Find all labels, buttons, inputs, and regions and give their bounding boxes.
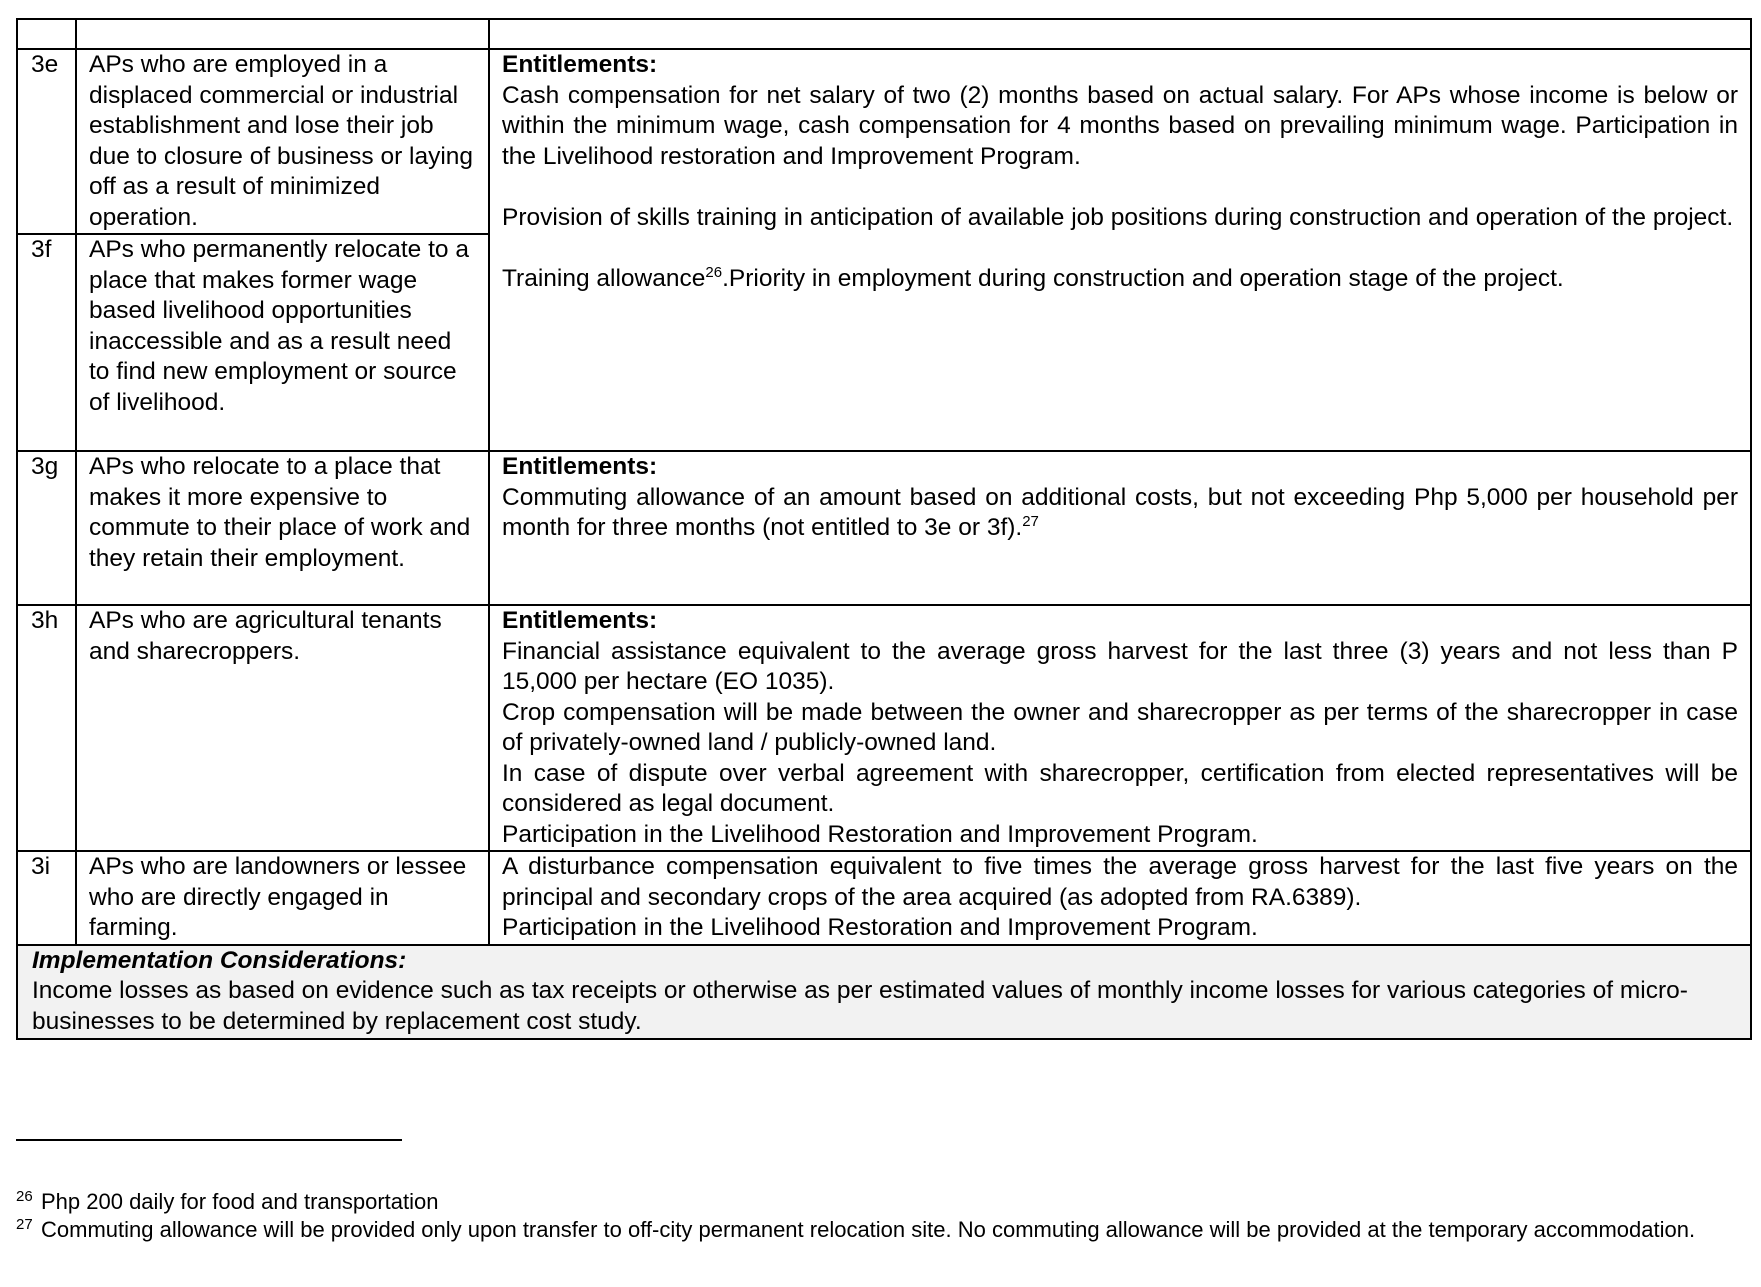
header-cell bbox=[76, 19, 489, 49]
entitlement-paragraph: Participation in the Livelihood Restoration and Improvement Program. bbox=[502, 914, 1258, 941]
footnote-separator bbox=[16, 1139, 402, 1141]
entitlement-paragraph: A disturbance compensation equivalent to five times the average gross harvest for the last five years on the principal and secondary crops of the area acquired (as adopted from RA.6389). bbox=[502, 853, 1738, 911]
entitlements-heading: Entitlements: bbox=[502, 607, 658, 634]
footnote-number: 27 bbox=[16, 1215, 33, 1233]
row-code: 3g bbox=[17, 451, 76, 605]
table-row bbox=[17, 49, 1751, 234]
row-description: APs who are landowners or lessee who are directly engaged in farming. bbox=[76, 851, 489, 945]
entitlement-text: Commuting allowance of an amount based on additional costs, but not exceeding Php 5,000 per household per month for three months (not entitled to 3e or 3f). bbox=[502, 483, 1738, 541]
footnote-ref: 26 bbox=[705, 263, 723, 281]
footnote-number: 26 bbox=[16, 1188, 33, 1205]
entitlement-paragraph: Financial assistance equivalent to the average gross harvest for the last three (3) years and not less than P 15,000 per hectare (EO 1035). bbox=[502, 637, 1738, 695]
entitlement-text: .Priority in employment during construction and operation stage of the project. bbox=[722, 264, 1564, 292]
row-code: 3f bbox=[17, 234, 76, 451]
entitlement-text: Training allowance bbox=[502, 264, 706, 292]
row-description: APs who are agricultural tenants and sharecroppers. bbox=[76, 605, 489, 851]
table-row bbox=[17, 605, 1751, 851]
entitlement-paragraph bbox=[502, 483, 1738, 544]
entitlements-heading: Entitlements: bbox=[502, 51, 658, 78]
entitlement-paragraph: Provision of skills training in anticipation of available job positions during construction and operation of the project. bbox=[502, 203, 1734, 231]
entitlement-paragraph: Participation in the Livelihood Restoration and Improvement Program. bbox=[502, 820, 1258, 848]
row-description: APs who are employed in a displaced commercial or industrial establishment and lose their job due to closure of business or laying off as a result of minimized operation. bbox=[76, 49, 489, 234]
footnote bbox=[16, 1216, 1716, 1244]
entitlements-cell bbox=[489, 49, 1751, 451]
entitlements-heading: Entitlements: bbox=[502, 453, 658, 480]
footnote-ref: 27 bbox=[1022, 512, 1039, 530]
implementation-title: Implementation Considerations: bbox=[32, 946, 407, 974]
table-row bbox=[17, 851, 1751, 945]
row-description: APs who permanently relocate to a place that makes former wage based livelihood opportunities inaccessible and as a result need to find new employment or source of livelihood. bbox=[76, 234, 489, 451]
implementation-cell bbox=[17, 945, 1751, 1039]
footnote-text: Php 200 daily for food and transportation bbox=[41, 1189, 439, 1214]
row-code: 3i bbox=[17, 851, 76, 945]
entitlement-paragraph: Cash compensation for net salary of two (2) months based on actual salary. For APs whose income is below or within the minimum wage, cash compensation for 4 months based on prevailing minimum wage. Participation in the Livelihood restoration and Improvement Program. bbox=[502, 81, 1738, 170]
implementation-row bbox=[17, 945, 1751, 1039]
row-code: 3h bbox=[17, 605, 76, 851]
table-header-row bbox=[17, 19, 1751, 49]
header-cell bbox=[489, 19, 1751, 49]
footnote bbox=[16, 1188, 1716, 1216]
implementation-text: Income losses as based on evidence such as tax receipts or otherwise as per estimated values of monthly income losses for various categories of micro-businesses to be determined by replacement cost study. bbox=[32, 977, 1688, 1035]
row-description: APs who relocate to a place that makes it more expensive to commute to their place of work and they retain their employment. bbox=[76, 451, 489, 605]
entitlements-cell bbox=[489, 451, 1751, 605]
entitlement-matrix-table bbox=[16, 18, 1752, 1040]
row-code: 3e bbox=[17, 49, 76, 234]
entitlements-cell bbox=[489, 851, 1751, 945]
entitlement-paragraph bbox=[502, 264, 1738, 295]
entitlement-paragraph: Crop compensation will be made between the owner and sharecropper as per terms of the sharecropper in case of privately-owned land / publicly-owned land. bbox=[502, 698, 1738, 756]
header-cell bbox=[17, 19, 76, 49]
entitlement-paragraph: In case of dispute over verbal agreement with sharecropper, certification from elected representatives will be considered as legal document. bbox=[502, 759, 1738, 817]
entitlements-cell bbox=[489, 605, 1751, 851]
footnote-text: Commuting allowance will be provided only upon transfer to off-city permanent relocation site. No commuting allowance will be provided at the temporary accommodation. bbox=[41, 1216, 1696, 1242]
footnotes bbox=[16, 1188, 1716, 1243]
table-row bbox=[17, 451, 1751, 605]
